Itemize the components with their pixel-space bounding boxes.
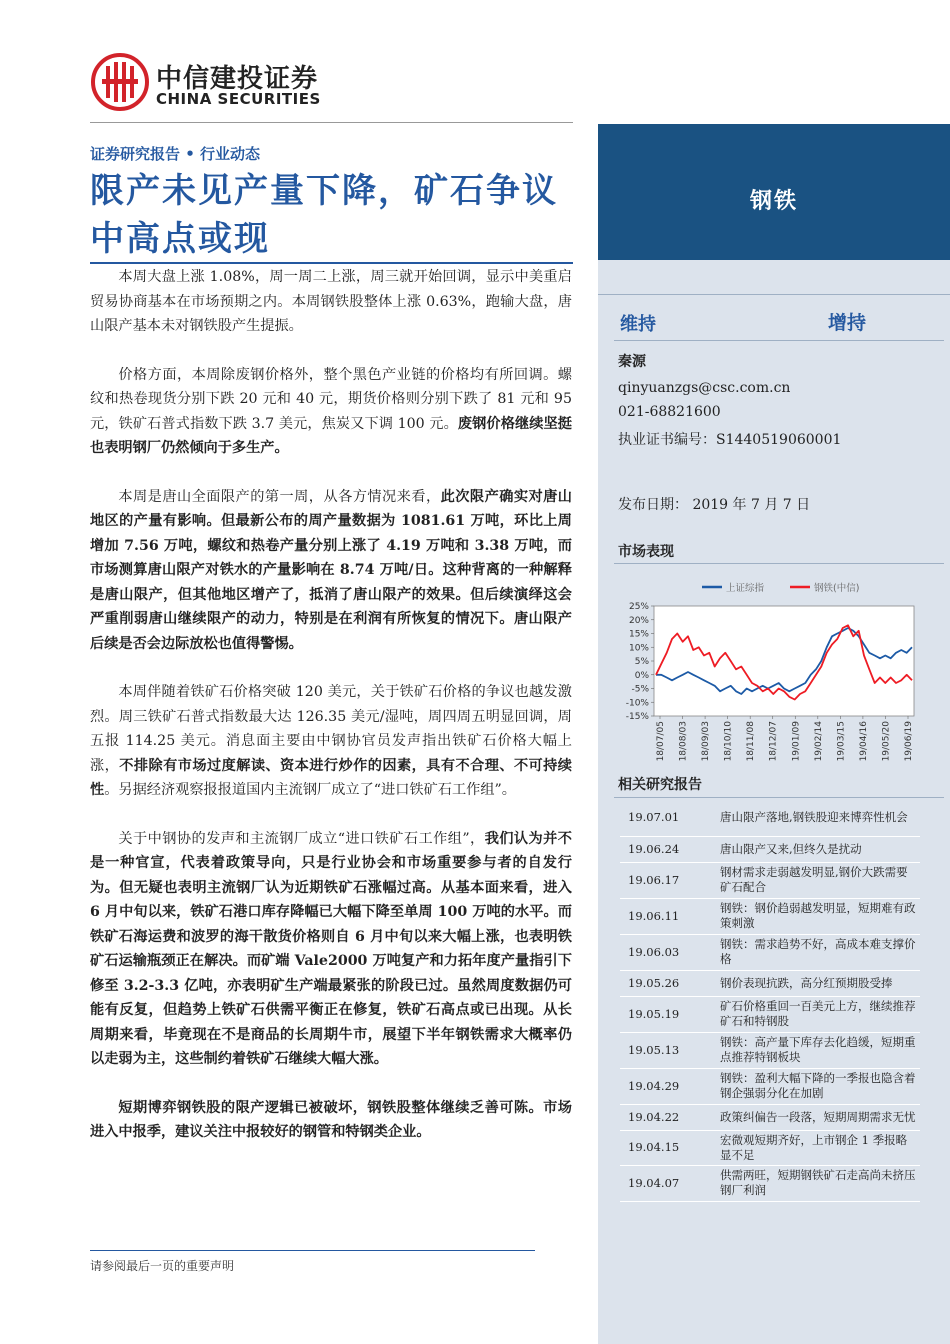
plot-area — [654, 606, 914, 716]
related-report-row[interactable] — [620, 862, 920, 898]
bold-text-run: 此次限产确实对唐山地区的产量有影响。但最新公布的周产量数据为 1081.61 万吨，环比上周增加 7.56 万吨，螺纹和热卷产量分别上涨了 4.19 万吨和 3.38 万吨，而市场测算唐山限产对铁水的产量影响在 8.74 万吨/日。这种背离的一种解释是唐山限产，但其他地区增产了，抵消了唐山限产的效果。但后续演绎这会严重削弱唐山继续限产的动力，特别是在利润有所恢复的情况下。唐山限产后续是否会边际放松也值得警惕。 — [90, 488, 572, 652]
bold-text-run: 废钢价格继续坚挺也表明钢厂仍然倾向于多生产。 — [90, 415, 572, 456]
report-title-link[interactable]: 唐山限产又来,但终久是扰动 — [716, 836, 920, 862]
related-report-row[interactable] — [620, 1032, 920, 1068]
report-title-link[interactable]: 政策纠偏告一段落，短期周期需求无忧 — [716, 1104, 920, 1130]
text-run: 本周是唐山全面限产的第一周，从各方情况来看， — [118, 488, 441, 505]
rating-current: 增持 — [828, 312, 867, 334]
x-tick-label: 19/01/09 — [791, 721, 802, 762]
report-date: 19.07.01 — [620, 800, 716, 836]
x-tick-label: 18/07/05 — [656, 721, 666, 762]
x-tick-label: 18/08/03 — [678, 721, 689, 762]
y-tick-label: 20% — [628, 615, 649, 626]
report-body — [90, 265, 572, 1169]
y-tick-label: 10% — [628, 643, 649, 654]
x-tick-label: 19/06/19 — [904, 721, 914, 762]
related-report-row[interactable] — [620, 898, 920, 934]
body-paragraph — [90, 827, 572, 1072]
report-date: 19.04.29 — [620, 1068, 716, 1104]
report-title-link[interactable]: 钢铁：需求趋势不好，高成本难支撑价格 — [716, 934, 920, 970]
analyst-name: 秦源 — [618, 354, 646, 370]
y-tick-label: 15% — [628, 629, 649, 640]
related-divider — [614, 797, 944, 798]
y-tick-label: 5% — [634, 657, 649, 667]
report-title: 限产未见产量下降，矿石争议中高点或现 — [90, 171, 558, 259]
x-tick-label: 18/12/07 — [768, 721, 779, 762]
x-tick-label: 19/02/14 — [813, 721, 824, 762]
market-divider — [614, 563, 944, 564]
rating-previous: 维持 — [620, 314, 656, 335]
market-performance-heading: 市场表现 — [618, 544, 674, 560]
logo-text-en: CHINA SECURITIES — [156, 90, 321, 108]
report-title-link[interactable]: 供需两旺，短期钢铁矿石走高尚未挤压钢厂利润 — [716, 1165, 920, 1201]
text-run: 价格方面，本周除废钢价格外，整个黑色产业链的价格均有所回调。螺纹和热卷现货分别下跌 20 元和 40 元，期货价格则分别下跌了 81 元和 95 元，铁矿石普式指数下跌 3.7 美元，焦炭又下调 100 元。 — [90, 366, 572, 432]
report-date: 19.04.22 — [620, 1104, 716, 1130]
body-paragraph — [90, 680, 572, 803]
footer-divider — [90, 1250, 535, 1251]
logo-text-cn: 中信建投证券 — [156, 64, 319, 94]
related-report-row[interactable] — [620, 1130, 920, 1165]
report-date: 19.05.26 — [620, 970, 716, 996]
legend-label: 钢铁(中信) — [814, 583, 860, 594]
x-tick-label: 19/05/20 — [881, 721, 892, 762]
report-title-link[interactable]: 钢铁：钢价趋弱越发明显，短期难有政策刺激 — [716, 898, 920, 934]
report-date: 19.06.17 — [620, 862, 716, 898]
rating-divider — [614, 340, 944, 341]
report-title-link[interactable]: 钢铁：盈利大幅下降的一季报也隐含着钢企强弱分化在加剧 — [716, 1068, 920, 1104]
text-run: 。另据经济观察报报道国内主流钢厂成立了“进口铁矿石工作组”。 — [104, 782, 516, 798]
related-report-row[interactable] — [620, 970, 920, 996]
report-date: 19.06.11 — [620, 898, 716, 934]
body-paragraph — [90, 363, 572, 461]
sector-name: 钢铁 — [749, 189, 798, 214]
market-performance-chart — [614, 574, 944, 774]
header-divider — [90, 122, 573, 123]
y-tick-label: 0% — [634, 670, 649, 681]
body-paragraph — [90, 485, 572, 657]
analyst-email: qinyuanzgs@csc.com.cn — [618, 380, 791, 396]
x-tick-label: 18/11/08 — [746, 721, 757, 762]
report-date: 19.06.03 — [620, 934, 716, 970]
y-tick-label: -10% — [625, 698, 649, 709]
bold-text-run: 不排除有市场过度解读、资本进行炒作的因素，具有不合理、不可持续性 — [90, 757, 572, 798]
publish-date: 发布日期： 2019 年 7 月 7 日 — [618, 497, 811, 513]
related-report-row[interactable] — [620, 1068, 920, 1104]
text-run: 本周伴随着铁矿石价格突破 120 美元，关于铁矿石价格的争议也越发激烈。周三铁矿石普式指数最大达 126.35 美元/湿吨，周四周五明显回调，周五报 114.25 美元。消息面主要由中钢协官员发声指出铁矿石价格大幅上涨， — [90, 684, 572, 774]
china-securities-logo-icon — [90, 52, 150, 112]
report-title-link[interactable]: 钢价表现抗跌，高分红预期股受捧 — [716, 970, 920, 996]
related-report-row[interactable] — [620, 934, 920, 970]
report-title-link[interactable]: 唐山限产落地,钢铁股迎来博弈性机会 — [716, 800, 920, 836]
text-run: 本周大盘上涨 1.08%，周一周二上涨，周三就开始回调，显示中美重启贸易协商基本在市场预期之内。本周钢铁股整体上涨 0.63%，跑输大盘，唐山限产基本未对钢铁股产生提振。 — [90, 269, 572, 334]
related-report-row[interactable] — [620, 1104, 920, 1130]
report-date: 19.06.24 — [620, 836, 716, 862]
related-report-row[interactable] — [620, 1165, 920, 1201]
analyst-phone: 021-68821600 — [618, 404, 721, 420]
sidebar-divider — [598, 294, 950, 295]
disclaimer-note: 请参阅最后一页的重要声明 — [90, 1259, 235, 1273]
bold-text-run: 我们认为并不是一种官宣，代表着政策导向，只是行业协会和市场重要参与者的自发行为。但无疑也表明主流钢厂认为近期铁矿石涨幅过高。从基本面来看，进入 6 月中旬以来，铁矿石港口库存降幅已大幅下降至单周 100 万吨的水平。而铁矿石海运费和波罗的海干散货价格则自 6 月中旬以来大幅上涨，也表明铁矿石运输瓶颈正在解决。而矿端 Vale2000 万吨复产和力拓年度产量指引下修至 3.2-3.3 亿吨，亦表明矿生产端最紧张的阶段已过。虽然周度数据仍可能有反复，但趋势上铁矿石供需平衡正在修复，铁矿石高点或已出现。从长周期来看，毕竟现在不是商品的长周期牛市，展望下半年钢铁需求大概率仍以走弱为主，这些制约着铁矿石继续大幅大涨。 — [90, 830, 572, 1067]
related-report-row[interactable] — [620, 996, 920, 1032]
x-tick-label: 18/10/10 — [723, 721, 734, 762]
report-title-link[interactable]: 矿石价格重回一百美元上方，继续推荐矿石和特钢股 — [716, 996, 920, 1032]
report-title-link[interactable]: 宏微观短期齐好，上市钢企 1 季报略显不足 — [716, 1130, 920, 1165]
title-divider — [90, 262, 573, 264]
legend-label: 上证综指 — [726, 583, 765, 594]
report-type: 证券研究报告 • 行业动态 — [90, 145, 261, 163]
report-title-link[interactable]: 钢铁：高产量下库存去化趋缓，短期重点推荐特钢板块 — [716, 1032, 920, 1068]
bold-text-run: 短期博弈钢铁股的限产逻辑已被破坏，钢铁股整体继续乏善可陈。市场进入中报季，建议关注中报较好的钢管和特钢类企业。 — [90, 1099, 572, 1140]
related-reports-heading: 相关研究报告 — [618, 777, 702, 793]
text-run: 关于中钢协的发声和主流钢厂成立“进口铁矿石工作组”， — [118, 830, 485, 847]
y-tick-label: -5% — [631, 684, 649, 695]
y-tick-label: 25% — [628, 602, 649, 612]
report-date: 19.05.19 — [620, 996, 716, 1032]
report-date: 19.04.07 — [620, 1165, 716, 1201]
body-paragraph — [90, 1096, 572, 1145]
related-report-row[interactable] — [620, 836, 920, 862]
x-tick-label: 18/09/03 — [701, 721, 712, 762]
related-report-row[interactable] — [620, 800, 920, 836]
report-date: 19.04.15 — [620, 1130, 716, 1165]
body-paragraph — [90, 265, 572, 339]
report-title-link[interactable]: 钢材需求走弱越发明显,钢价大跌需要矿石配合 — [716, 862, 920, 898]
report-date: 19.05.13 — [620, 1032, 716, 1068]
y-tick-label: -15% — [625, 712, 649, 722]
analyst-cert: 执业证书编号：S1440519060001 — [618, 432, 842, 448]
company-logo — [90, 52, 335, 112]
x-tick-label: 19/03/15 — [836, 721, 847, 762]
x-tick-label: 19/04/16 — [858, 721, 869, 762]
related-reports-table — [620, 800, 920, 1202]
